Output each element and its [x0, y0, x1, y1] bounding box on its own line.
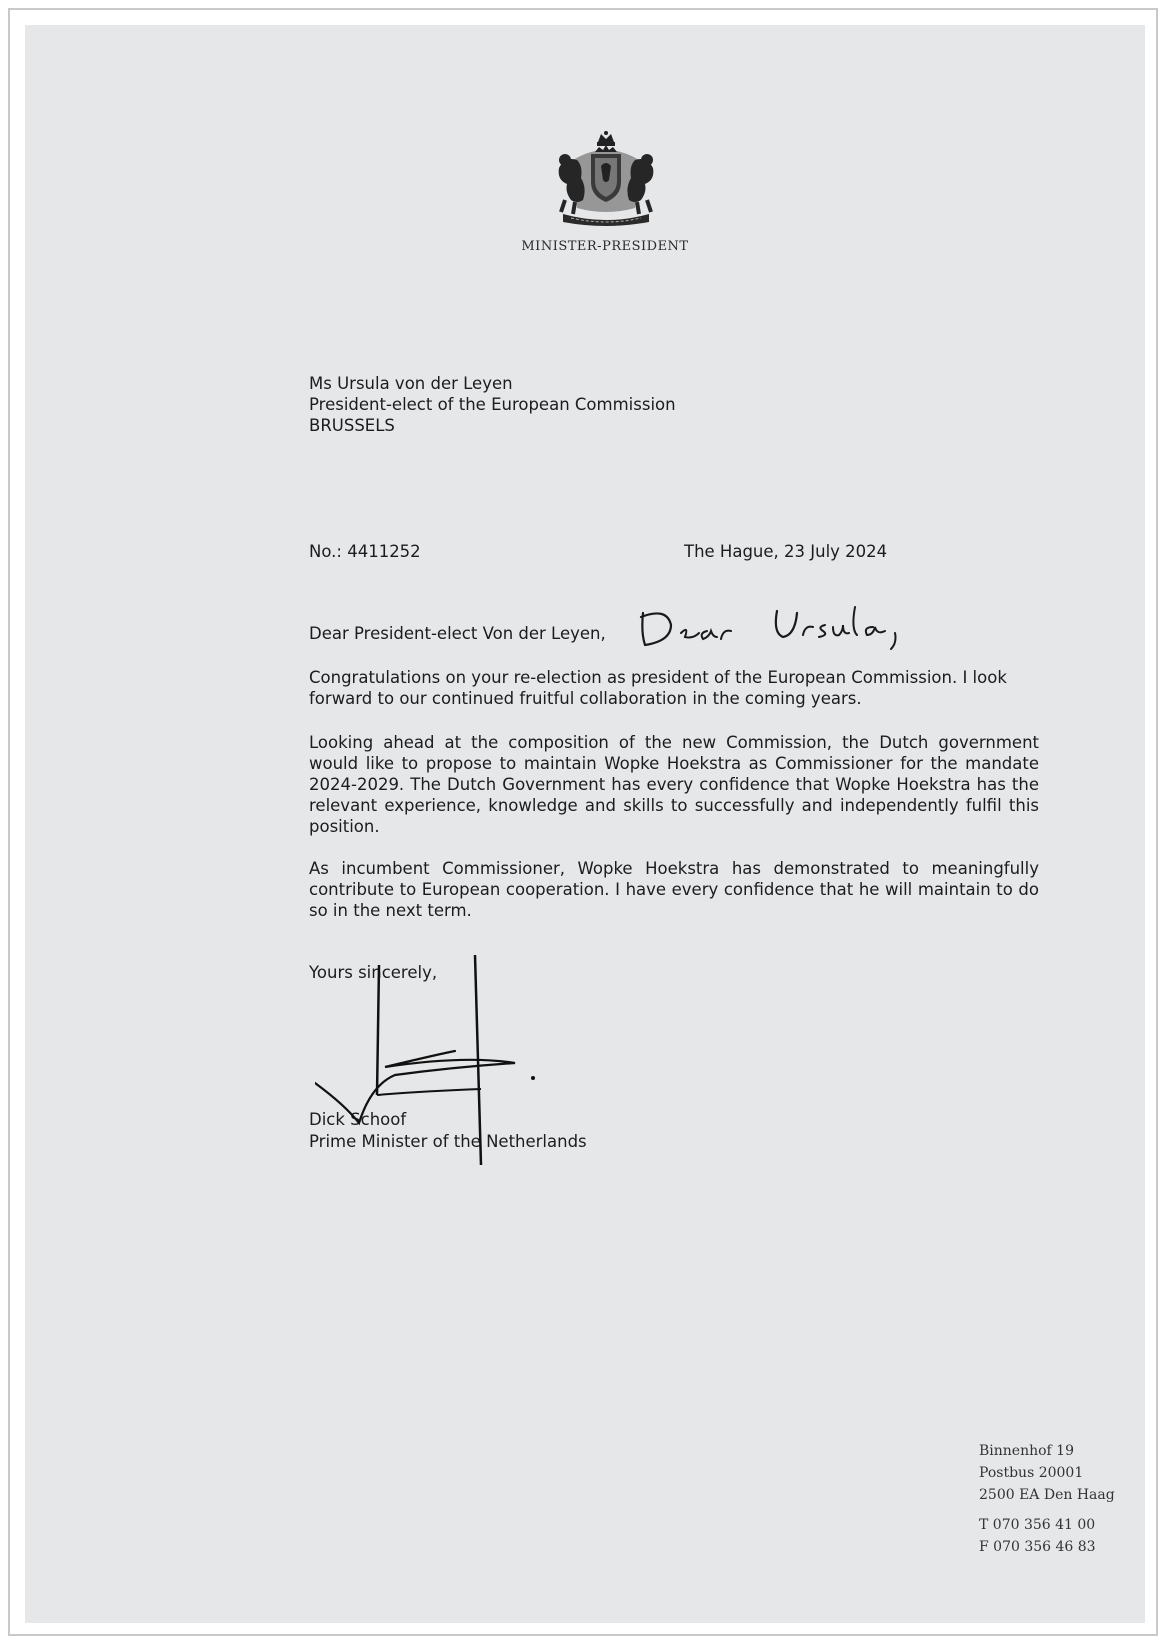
office-heading: MINISTER-PRESIDENT: [521, 239, 689, 254]
closing: Yours sincerely,: [309, 963, 438, 982]
recipient-address: [309, 373, 676, 436]
letter-sheet: [25, 25, 1145, 1623]
footer-street: Binnenhof 19: [979, 1443, 1074, 1459]
recipient-city: BRUSSELS: [309, 416, 395, 435]
salutation: Dear President-elect Von der Leyen,: [309, 624, 606, 643]
footer-phone: T 070 356 41 00: [979, 1517, 1096, 1533]
footer-city: 2500 EA Den Haag: [979, 1487, 1115, 1503]
handwritten-greeting: [637, 603, 937, 651]
paragraph-confidence: As incumbent Commissioner, Wopke Hoekstra has demonstrated to meaningfully contribute to European cooperation. I have every confidence that he will maintain to do so in the next term.: [309, 859, 1039, 920]
footer-postbus: Postbus 20001: [979, 1465, 1084, 1481]
reference-number: No.: 4411252: [309, 542, 421, 561]
paragraph-proposal: Looking ahead at the composition of the new Commission, the Dutch government would like to propose to maintain Wopke Hoekstra as Commissioner for the mandate 2024-2029. The Dutch Government has every confidence that Wopke Hoekstra has the relevant experience, knowledge and skills to successfully and independently fulfil this position.: [309, 733, 1039, 836]
place-date: The Hague, 23 July 2024: [684, 542, 888, 561]
recipient-title: President-elect of the European Commission: [309, 395, 676, 414]
signatory-name: Dick Schoof: [309, 1110, 407, 1129]
handwritten-signature-icon: [315, 955, 555, 1175]
footer-fax: F 070 356 46 83: [979, 1539, 1096, 1555]
signatory-title: Prime Minister of the Netherlands: [309, 1132, 587, 1151]
sender-address: [979, 1440, 1115, 1558]
paragraph-congratulations: Congratulations on your re-election as president of the European Commission. I look forward to our continued fruitful collaboration in the coming years.: [309, 668, 1007, 708]
coat-of-arms-icon: [543, 130, 669, 230]
recipient-name: Ms Ursula von der Leyen: [309, 374, 513, 393]
